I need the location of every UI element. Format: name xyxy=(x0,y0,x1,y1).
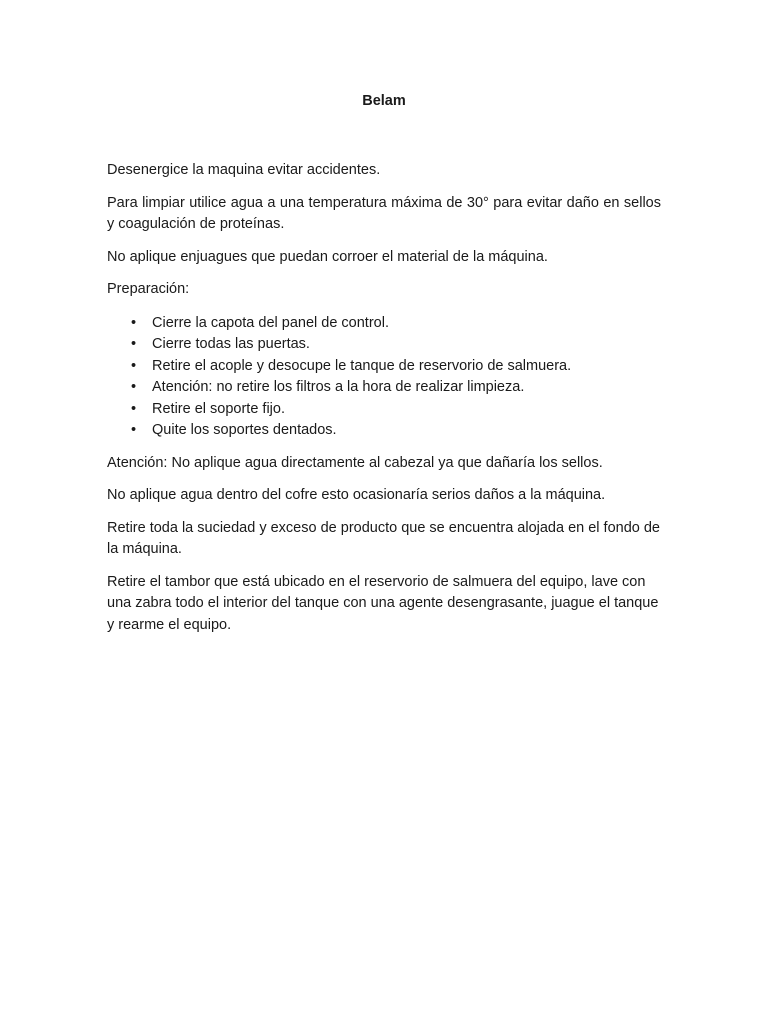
list-item-text: Cierre todas las puertas. xyxy=(152,336,310,352)
paragraph-warning-head: Atención: No aplique agua directamente al cabezal ya que dañaría los sellos. xyxy=(107,454,603,471)
list-item xyxy=(107,313,661,335)
bullet-icon: • xyxy=(131,336,137,352)
list-item-text: Quite los soportes dentados. xyxy=(152,422,337,438)
list-item xyxy=(107,377,661,399)
paragraph-water-temperature: Para limpiar utilice agua a una temperatura máxima de 30° para evitar daño en sellos y coagulación de proteínas. xyxy=(107,194,661,232)
paragraph-no-corrosive-rinse: No aplique enjuagues que puedan corroer el material de la máquina. xyxy=(107,248,548,265)
list-item-text: Cierre la capota del panel de control. xyxy=(152,314,389,331)
document-title: Belam xyxy=(362,93,406,109)
paragraph-drum-cleaning: Retire el tambor que está ubicado en el reservorio de salmuera del equipo, lave con una zabra todo el interior del tanque con una agente desengrasante, juague el tanque y rearme el equipo. xyxy=(107,573,659,633)
bullet-icon: • xyxy=(131,357,137,374)
paragraph-warning-chest: No aplique agua dentro del cofre esto ocasionaría serios daños a la máquina. xyxy=(107,487,606,503)
document-body xyxy=(107,92,661,647)
list-item xyxy=(107,399,661,421)
list-item-text: Retire el acople y desocupe le tanque de reservorio de salmuera. xyxy=(152,357,572,374)
bullet-icon: • xyxy=(131,400,137,417)
bullet-icon: • xyxy=(131,422,137,438)
bullet-icon: • xyxy=(131,314,137,331)
list-item-text: Retire el soporte fijo. xyxy=(152,400,285,417)
paragraph-remove-dirt: Retire toda la suciedad y exceso de producto que se encuentra alojada en el fondo de la máquina. xyxy=(107,519,660,557)
list-item xyxy=(107,356,661,378)
bullet-icon: • xyxy=(131,379,137,395)
list-item xyxy=(107,334,661,356)
paragraph-deenergize: Desenergice la maquina evitar accidentes. xyxy=(107,162,381,178)
list-item-text: Atención: no retire los filtros a la hora de realizar limpieza. xyxy=(152,379,525,395)
section-heading-preparation: Preparación: xyxy=(107,281,190,297)
preparation-list xyxy=(107,313,661,442)
list-item xyxy=(107,420,661,442)
